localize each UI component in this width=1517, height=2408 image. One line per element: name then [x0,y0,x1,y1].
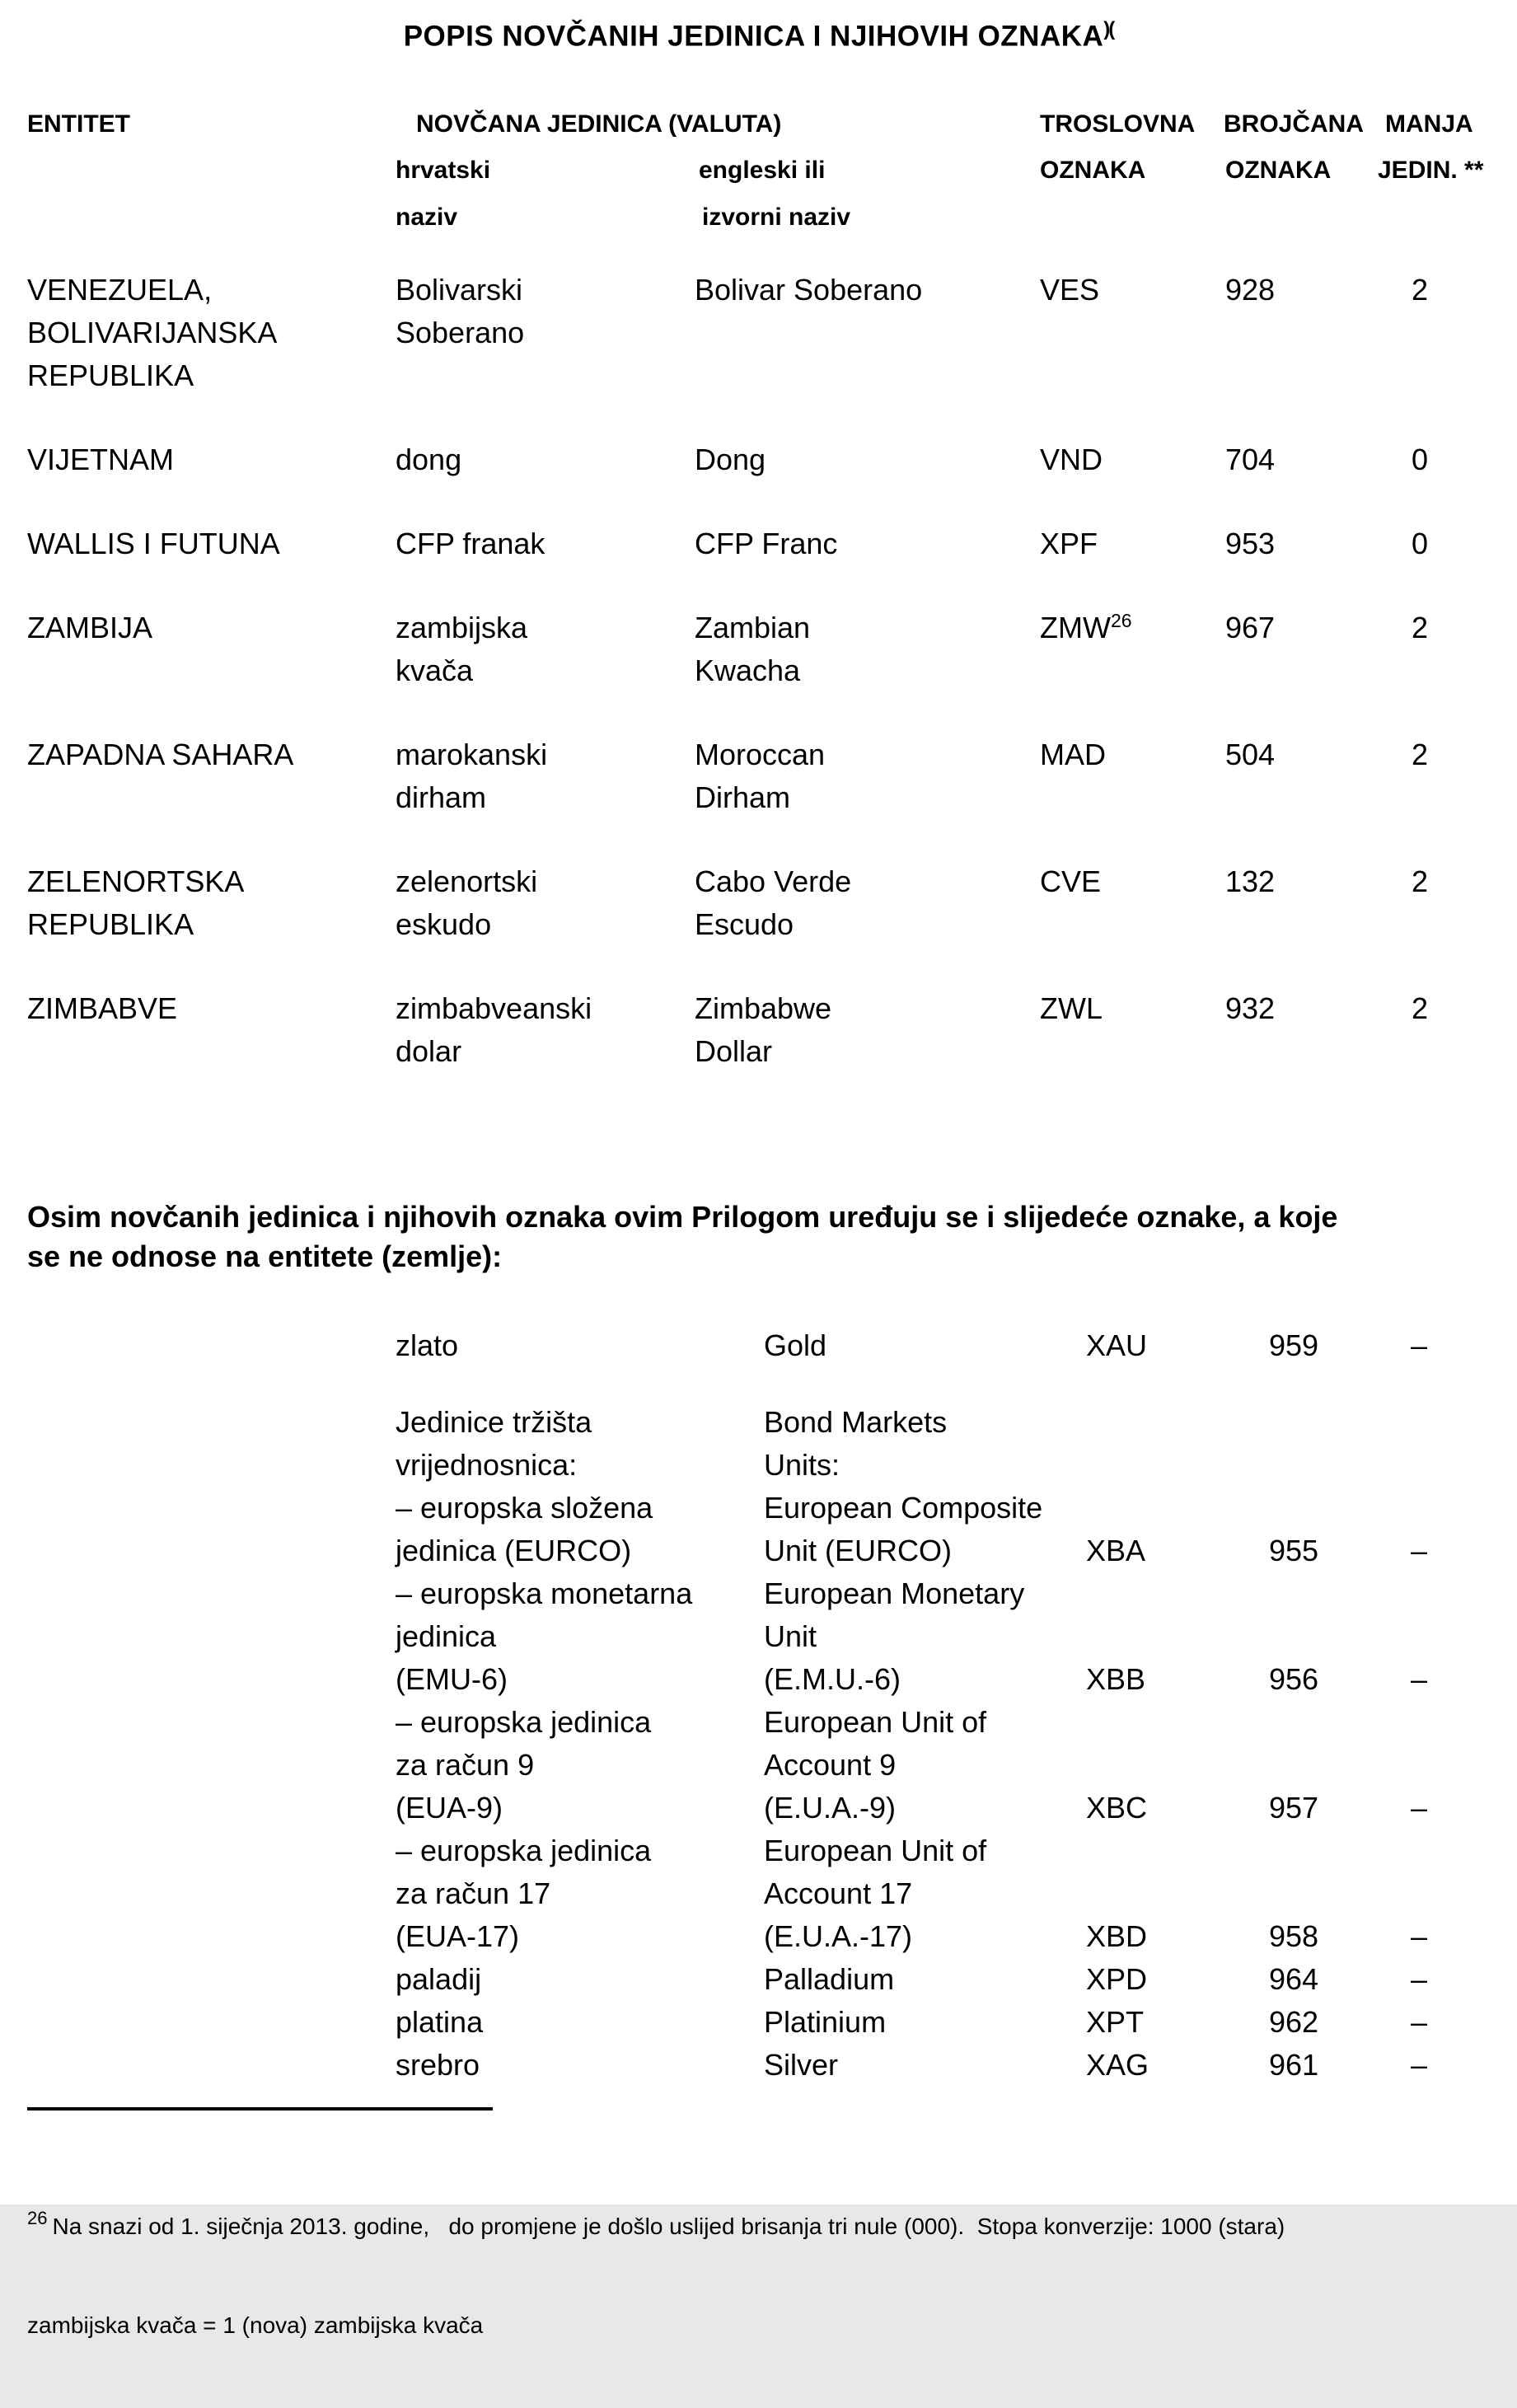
codes-line [0,1872,1517,1915]
table-row [0,987,1517,1073]
english-name-cell [695,522,837,565]
croatian-name: – europska složena [396,1491,653,1525]
alpha-code: XBD [1086,1919,1148,1953]
numeric-code-cell: 953 [1225,527,1276,560]
croatian-name: za račun 17 [396,1876,551,1910]
codes-line [0,1401,1517,1444]
alpha-code-cell: ZMW$^{26}$ [1040,610,1132,644]
croatian-name: jedinica [396,1619,497,1653]
numeric-code-cell: 928 [1225,273,1276,307]
english-name-line: Zimbabwe [695,991,832,1025]
croatian-name: (EUA-9) [396,1791,503,1825]
codes-line [0,2044,1517,2087]
codes-line [0,1530,1517,1572]
entity-line: ZAPADNA SAHARA [27,738,294,771]
croatian-name: (EUA-17) [396,1919,520,1953]
alpha-code-cell: MAD [1040,738,1106,771]
croatian-name-cell [396,522,545,565]
numeric-code: 958 [1269,1919,1319,1953]
codes-line [0,1915,1517,1958]
english-name: (E.M.U.-6) [764,1662,901,1696]
croatian-name-line: zambijska [396,611,528,644]
alpha-code: XBC [1086,1791,1148,1825]
codes-line [0,1701,1517,1744]
english-name-cell [695,733,825,819]
croatian-name: Jedinice tržišta [396,1405,592,1439]
croatian-name-line: Soberano [396,316,525,349]
english-name-line: Escudo [695,907,794,941]
croatian-name-line: dolar [396,1034,462,1068]
entity-cell [27,987,177,1030]
header-entity: ENTITET [27,110,130,138]
croatian-name-cell [396,438,461,481]
croatian-name-line: zimbabveanski [396,991,592,1025]
croatian-name-line: marokanski [396,738,548,771]
english-name-cell [695,607,810,692]
entity-line: ZIMBABVE [27,991,178,1025]
english-name: European Unit of [764,1834,987,1867]
english-name: Account 9 [764,1748,897,1782]
english-name: European Composite [764,1491,1043,1525]
minor-unit-cell: 0 [1412,527,1429,560]
entity-cell [27,860,244,946]
croatian-name: srebro [396,2048,480,2082]
english-name: Account 17 [764,1876,913,1910]
minor-unit: – [1411,1534,1428,1567]
numeric-code: 964 [1269,1962,1319,1996]
codes-line [0,1958,1517,2001]
english-name-line: Dollar [695,1034,773,1068]
croatian-name-line: kvača [396,654,474,687]
croatian-name: – europska jedinica [396,1834,652,1867]
english-name-line: Dirham [695,780,791,814]
croatian-name: jedinica (EURCO) [396,1534,632,1567]
footnote-text-2: zambijska kvača = 1 (nova) zambijska kvača [27,2312,484,2338]
numeric-code: 962 [1269,2005,1319,2039]
minor-unit-cell: 2 [1412,864,1429,898]
english-name-cell [695,987,831,1073]
codes-line [0,1444,1517,1487]
alpha-code: XPD [1086,1962,1148,1996]
alpha-code-cell: ZWL [1040,991,1103,1025]
english-name: Platinium [764,2005,887,2039]
entity-line: ZELENORTSKA [27,864,245,898]
entity-line: REPUBLIKA [27,907,194,941]
entity-cell [27,522,280,565]
header-croatian-name-2: naziv [396,204,458,231]
minor-unit: – [1411,1328,1428,1362]
english-name-line: Cabo Verde [695,864,852,898]
english-name: (E.U.A.-9) [764,1791,897,1825]
codes-line [0,2001,1517,2044]
minor-unit: – [1411,2048,1428,2082]
note-paragraph-line2: se ne odnose na entitete (zemlje): [27,1239,503,1273]
croatian-name: zlato [396,1328,459,1362]
codes-line [0,1572,1517,1615]
header-currency-group: NOVČANA JEDINICA (VALUTA) [416,110,782,138]
english-name-line: Bolivar Soberano [695,273,923,307]
entity-line: REPUBLIKA [27,358,194,392]
note-paragraph-line1: Osim novčanih jedinica i njihovih oznaka ovim Prilogom uređuju se i slijedeće oznake, a koje [27,1200,1338,1234]
english-name-cell [695,269,922,312]
english-name: Units: [764,1448,840,1482]
croatian-name-line: dong [396,443,462,476]
table-row [0,860,1517,946]
english-name-line: Kwacha [695,654,801,687]
english-name: European Unit of [764,1705,987,1739]
numeric-code: 955 [1269,1534,1319,1567]
minor-unit: – [1411,1662,1428,1696]
english-name: Bond Markets [764,1405,948,1439]
alpha-code-cell: XPF [1040,527,1098,560]
document-title [0,18,1517,54]
croatian-name-line: CFP franak [396,527,545,560]
croatian-name-line: dirham [396,780,487,814]
english-name-line: Moroccan [695,738,826,771]
minor-unit: – [1411,1919,1428,1953]
croatian-name-cell [396,860,537,946]
english-name-cell [695,860,851,946]
table-row [0,522,1517,565]
entity-cell [27,269,277,397]
alpha-code: XAG [1086,2048,1149,2082]
codes-line [0,1829,1517,1872]
entity-cell [27,438,174,481]
english-name: (E.U.A.-17) [764,1919,913,1953]
croatian-name-cell [396,269,524,354]
numeric-code-cell: 504 [1225,738,1276,771]
header-alpha-code-1: TROSLOVNA [1040,110,1196,138]
footnote-text-1: Na snazi od 1. siječnja 2013. godine, do promjene je došlo uslijed brisanja tri nule (000). Stopa konverzije: 1000 (stara) [52,2214,1285,2239]
entity-cell [27,733,293,776]
alpha-code: XBA [1086,1534,1146,1567]
croatian-name: za račun 9 [396,1748,535,1782]
minor-unit: – [1411,1791,1428,1825]
english-name: European Monetary [764,1576,1025,1610]
english-name: Unit [764,1619,817,1653]
minor-unit-cell: 2 [1412,611,1429,644]
footnote-marker: 26 [27,2208,48,2228]
table-row [0,269,1517,397]
croatian-name: vrijednosnica: [396,1448,578,1482]
entity-line: WALLIS I FUTUNA [27,527,280,560]
entity-line: VENEZUELA, [27,273,213,307]
numeric-code: 956 [1269,1662,1319,1696]
entity-cell [27,607,152,649]
alpha-code-cell: VND [1040,443,1103,476]
footnote [27,2136,1502,2408]
croatian-name-cell [396,987,592,1073]
numeric-code-cell: 132 [1225,864,1276,898]
footnote-separator-rule [27,2107,493,2111]
croatian-name-line: Bolivarski [396,273,523,307]
title-footnote-mark: )( [1103,18,1114,40]
croatian-name-cell [396,733,547,819]
header-croatian-name-1: hrvatski [396,157,491,184]
croatian-name-line: eskudo [396,907,492,941]
footnote-line1 [27,2202,1502,2243]
entity-line: VIJETNAM [27,443,175,476]
codes-line [0,1658,1517,1701]
english-name: Unit (EURCO) [764,1534,953,1567]
minor-unit-cell: 2 [1412,991,1429,1025]
croatian-name: – europska monetarna [396,1576,693,1610]
note-paragraph [27,1197,1346,1277]
non-entity-codes-table [0,1324,1517,2087]
numeric-code: 961 [1269,2048,1319,2082]
english-name-line: Dong [695,443,766,476]
codes-line [0,1787,1517,1829]
codes-line [0,1324,1517,1367]
entity-line: ZAMBIJA [27,611,153,644]
numeric-code: 959 [1269,1328,1319,1362]
alpha-code: XAU [1086,1328,1148,1362]
english-name-line: Zambian [695,611,811,644]
minor-unit-cell: 0 [1412,443,1429,476]
english-name: Palladium [764,1962,895,1996]
croatian-name-line: zelenortski [396,864,538,898]
croatian-name: paladij [396,1962,482,1996]
codes-line [0,1744,1517,1787]
header-minor-unit-1: MANJA [1385,110,1473,138]
codes-line [0,1615,1517,1658]
numeric-code: 957 [1269,1791,1319,1825]
english-name: Gold [764,1328,827,1362]
table-row [0,733,1517,819]
currency-table [0,269,1517,1114]
numeric-code-cell: 704 [1225,443,1276,476]
header-alpha-code-2: OZNAKA [1040,157,1146,184]
header-minor-unit-2: JEDIN. ** [1378,157,1484,184]
minor-unit-cell: 2 [1412,273,1429,307]
english-name-cell [695,438,766,481]
numeric-code-cell: 967 [1225,611,1276,644]
table-row [0,438,1517,481]
croatian-name: platina [396,2005,484,2039]
minor-unit: – [1411,1962,1428,1996]
english-name-line: CFP Franc [695,527,838,560]
header-english-name-1: engleski ili [699,157,826,184]
minor-unit-cell: 2 [1412,738,1429,771]
alpha-code-footnote-ref: 26 [1110,610,1132,631]
croatian-name-cell [396,607,527,692]
entity-line: BOLIVARIJANSKA [27,316,278,349]
alpha-code-cell: VES [1040,273,1100,307]
minor-unit: – [1411,2005,1428,2039]
english-name: Silver [764,2048,839,2082]
header-numeric-code-2: OZNAKA [1225,157,1332,184]
alpha-code-cell: CVE [1040,864,1102,898]
header-english-name-2: izvorni naziv [702,204,851,231]
header-numeric-code-1: BROJČANA [1224,110,1365,138]
alpha-code: XBB [1086,1662,1146,1696]
table-row [0,607,1517,692]
codes-line [0,1487,1517,1530]
croatian-name: (EMU-6) [396,1662,508,1696]
croatian-name: – europska jedinica [396,1705,652,1739]
document-title-text: POPIS NOVČANIH JEDINICA I NJIHOVIH OZNAKA [403,20,1104,53]
alpha-code: XPT [1086,2005,1145,2039]
numeric-code-cell: 932 [1225,991,1276,1025]
